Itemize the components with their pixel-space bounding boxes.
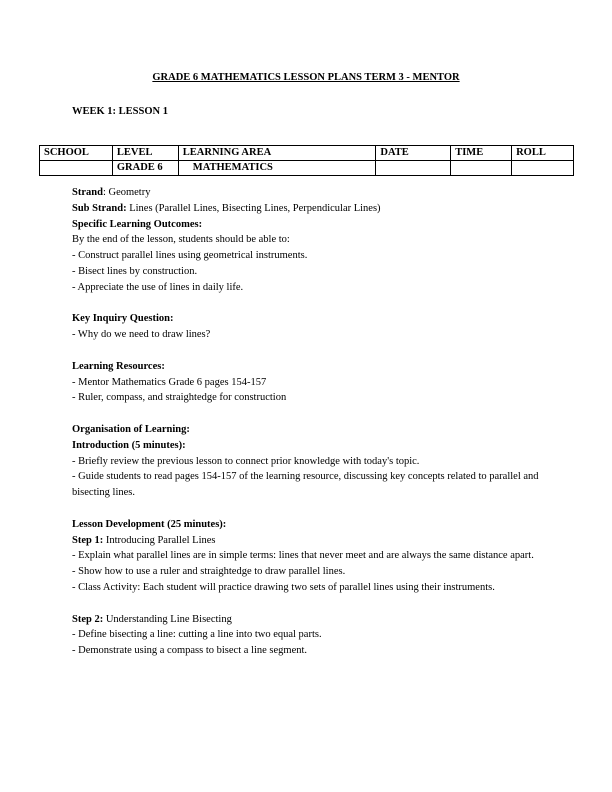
strand-line [72, 185, 542, 201]
header-school: SCHOOL [40, 146, 113, 161]
step2-label: Step 2: [72, 613, 104, 625]
step1-line [72, 533, 542, 549]
inquiry-heading: Key Inquiry Question: [72, 313, 174, 325]
list-item: - Bisect lines by construction. [72, 265, 198, 277]
list-item: - Appreciate the use of lines in daily life. [72, 281, 244, 293]
step1-title: Introducing Parallel Lines [103, 534, 216, 546]
list-item: - Mentor Mathematics Grade 6 pages 154-157 [72, 376, 267, 388]
lesson-info-table [39, 145, 574, 176]
document-title: GRADE 6 MATHEMATICS LESSON PLANS TERM 3 - MENTOR [152, 72, 460, 83]
step2-title: Understanding Line Bisecting [103, 613, 232, 625]
header-roll: ROLL [512, 146, 574, 161]
cell-date [376, 161, 451, 176]
list-item: - Show how to use a ruler and straightedge to draw parallel lines. [72, 566, 346, 578]
cell-school [40, 161, 113, 176]
cell-learning-area: MATHEMATICS [178, 161, 376, 176]
step1-label: Step 1: [72, 534, 104, 546]
organisation-heading: Organisation of Learning: [72, 423, 190, 435]
list-item: - Explain what parallel lines are in simple terms: lines that never meet and are always the same distance apart. [72, 550, 534, 562]
list-item: - Ruler, compass, and straightedge for construction [72, 392, 287, 404]
cell-time [451, 161, 512, 176]
table-header-row [40, 146, 574, 161]
sub-strand-line [72, 201, 542, 217]
resources-heading: Learning Resources: [72, 360, 165, 372]
header-level: LEVEL [112, 146, 178, 161]
sub-strand-value: Lines (Parallel Lines, Bisecting Lines, Perpendicular Lines) [126, 202, 381, 214]
sub-strand-label: Sub Strand: [72, 202, 127, 214]
list-item: - Briefly review the previous lesson to connect prior knowledge with today's topic. [72, 455, 420, 467]
header-learning-area: LEARNING AREA [178, 146, 376, 161]
list-item: - Construct parallel lines using geometrical instruments. [72, 250, 308, 262]
cell-roll [512, 161, 574, 176]
lesson-content [72, 185, 542, 659]
strand-value: : Geometry [102, 187, 151, 198]
header-time: TIME [451, 146, 512, 161]
header-date: DATE [376, 146, 451, 161]
introduction-heading: Introduction (5 minutes): [72, 439, 186, 451]
list-item: - Demonstrate using a compass to bisect a line segment. [72, 645, 308, 657]
step2-line [72, 612, 542, 628]
table-row [40, 161, 574, 176]
week-lesson-heading: WEEK 1: LESSON 1 [72, 106, 168, 117]
cell-level: GRADE 6 [112, 161, 178, 176]
outcomes-heading: Specific Learning Outcomes: [72, 218, 203, 230]
list-item: - Guide students to read pages 154-157 of the learning resource, discussing key concepts related to parallel and bisecting lines. [72, 471, 539, 499]
outcomes-intro: By the end of the lesson, students should be able to: [72, 234, 290, 246]
strand-label: Strand [72, 187, 103, 198]
list-item: - Define bisecting a line: cutting a line into two equal parts. [72, 629, 322, 641]
list-item: - Why do we need to draw lines? [72, 329, 211, 341]
list-item: - Class Activity: Each student will practice drawing two sets of parallel lines using their instruments. [72, 581, 495, 593]
development-heading: Lesson Development (25 minutes): [72, 518, 227, 530]
